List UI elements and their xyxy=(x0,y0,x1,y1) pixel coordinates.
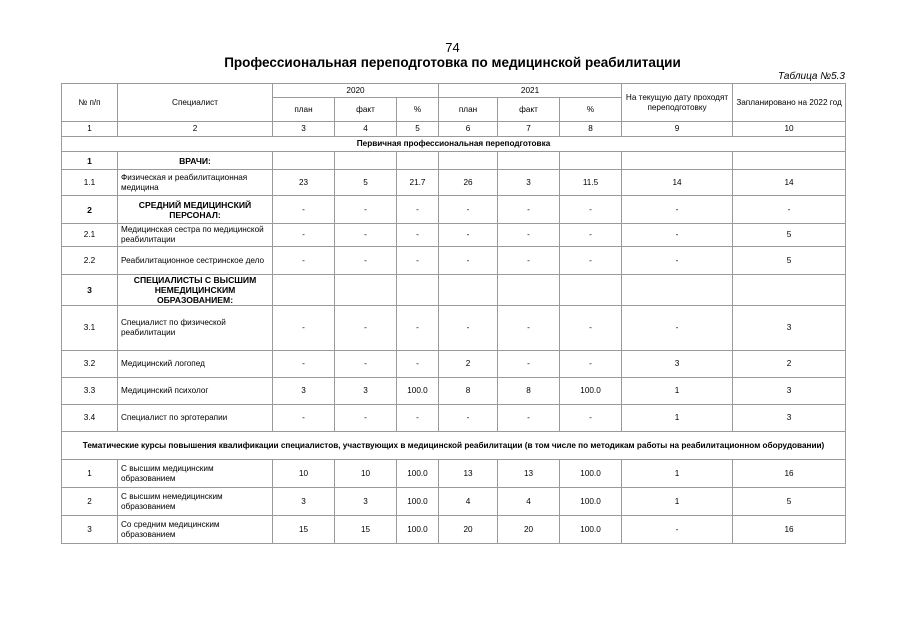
page-title: Профессиональная переподготовка по медицинской реабилитации xyxy=(224,55,681,70)
table-row xyxy=(62,306,846,351)
row-value: 3 xyxy=(335,488,397,516)
col-number: 1 xyxy=(62,122,118,137)
row-number: 3.3 xyxy=(62,378,118,405)
row-value: 100.0 xyxy=(560,378,622,405)
row-value: - xyxy=(498,224,560,247)
row-value: - xyxy=(733,196,846,224)
row-value: - xyxy=(622,224,733,247)
row-value: 100.0 xyxy=(397,516,439,544)
row-specialist: Медицинская сестра по медицинской реабилитации xyxy=(118,224,273,247)
row-number: 1 xyxy=(62,460,118,488)
table-row xyxy=(62,224,846,247)
table-row xyxy=(62,405,846,432)
row-specialist: Специалист по эрготерапии xyxy=(118,405,273,432)
row-value: - xyxy=(498,247,560,275)
page-number: 74 xyxy=(445,40,460,55)
header-plan: план xyxy=(439,98,498,122)
row-value: 3 xyxy=(733,306,846,351)
row-value: 100.0 xyxy=(397,378,439,405)
header-year-2020: 2020 xyxy=(273,84,439,98)
row-value: - xyxy=(439,196,498,224)
col-number: 6 xyxy=(439,122,498,137)
header-pct: % xyxy=(560,98,622,122)
row-specialist: СПЕЦИАЛИСТЫ С ВЫСШИМ НЕМЕДИЦИНСКИМ ОБРАЗОВАНИЕМ: xyxy=(118,275,273,306)
row-value: 2 xyxy=(733,351,846,378)
row-value: 14 xyxy=(622,170,733,196)
row-value: - xyxy=(560,306,622,351)
row-value: - xyxy=(397,306,439,351)
row-value xyxy=(733,275,846,306)
row-value: 16 xyxy=(733,460,846,488)
row-value: - xyxy=(439,247,498,275)
row-number: 1 xyxy=(62,152,118,170)
row-value: 13 xyxy=(439,460,498,488)
row-value xyxy=(335,152,397,170)
row-value: - xyxy=(273,224,335,247)
row-value: 4 xyxy=(439,488,498,516)
row-value: 3 xyxy=(733,405,846,432)
row-value: 3 xyxy=(622,351,733,378)
row-value xyxy=(498,275,560,306)
row-value: 5 xyxy=(733,488,846,516)
row-value: - xyxy=(273,351,335,378)
header-specialist: Специалист xyxy=(118,84,273,122)
row-value: 100.0 xyxy=(560,488,622,516)
row-value: 1 xyxy=(622,460,733,488)
row-value: 15 xyxy=(273,516,335,544)
row-value: - xyxy=(335,351,397,378)
row-value: 4 xyxy=(498,488,560,516)
row-value: 21.7 xyxy=(397,170,439,196)
row-value: 100.0 xyxy=(397,460,439,488)
header-planned: Запланировано на 2022 год xyxy=(733,84,846,122)
table-row xyxy=(62,378,846,405)
row-value: - xyxy=(335,196,397,224)
col-number: 4 xyxy=(335,122,397,137)
row-value: 8 xyxy=(498,378,560,405)
row-value: - xyxy=(335,247,397,275)
row-specialist: Физическая и реабилитационная медицина xyxy=(118,170,273,196)
row-number: 2 xyxy=(62,488,118,516)
row-specialist: Со средним медицинским образованием xyxy=(118,516,273,544)
row-value: 100.0 xyxy=(560,516,622,544)
table-row xyxy=(62,275,846,306)
table-row xyxy=(62,152,846,170)
row-specialist: С высшим немедицинским образованием xyxy=(118,488,273,516)
row-value: - xyxy=(273,405,335,432)
row-value: 11.5 xyxy=(560,170,622,196)
row-value xyxy=(273,152,335,170)
row-value: 100.0 xyxy=(397,488,439,516)
row-value: - xyxy=(622,196,733,224)
col-number: 3 xyxy=(273,122,335,137)
col-number: 8 xyxy=(560,122,622,137)
row-value: 3 xyxy=(498,170,560,196)
header-current: На текущую дату проходят переподготовку xyxy=(622,84,733,122)
row-value: 5 xyxy=(733,247,846,275)
row-value: 3 xyxy=(335,378,397,405)
row-value: - xyxy=(397,224,439,247)
table-label: Таблица №5.3 xyxy=(778,71,845,82)
row-value: 3 xyxy=(733,378,846,405)
row-value xyxy=(622,275,733,306)
row-value: 23 xyxy=(273,170,335,196)
row-value: 13 xyxy=(498,460,560,488)
row-value: - xyxy=(273,247,335,275)
col-number: 7 xyxy=(498,122,560,137)
row-specialist: Специалист по физической реабилитации xyxy=(118,306,273,351)
row-value: 15 xyxy=(335,516,397,544)
row-value: - xyxy=(397,405,439,432)
row-value: - xyxy=(439,224,498,247)
row-value: 10 xyxy=(273,460,335,488)
header-pct: % xyxy=(397,98,439,122)
row-value: - xyxy=(498,405,560,432)
row-number: 3.4 xyxy=(62,405,118,432)
row-value: 20 xyxy=(498,516,560,544)
table-row xyxy=(62,488,846,516)
row-specialist: ВРАЧИ: xyxy=(118,152,273,170)
row-value xyxy=(560,152,622,170)
row-value: - xyxy=(273,306,335,351)
row-number: 2 xyxy=(62,196,118,224)
row-value: - xyxy=(397,351,439,378)
row-value: - xyxy=(622,516,733,544)
header-fact: факт xyxy=(498,98,560,122)
table-row xyxy=(62,247,846,275)
table-row xyxy=(62,460,846,488)
row-specialist: Медицинский психолог xyxy=(118,378,273,405)
row-specialist: Реабилитационное сестринское дело xyxy=(118,247,273,275)
row-specialist: СРЕДНИЙ МЕДИЦИНСКИЙ ПЕРСОНАЛ: xyxy=(118,196,273,224)
row-value: 2 xyxy=(439,351,498,378)
table-row xyxy=(62,170,846,196)
row-number: 2.2 xyxy=(62,247,118,275)
row-number: 1.1 xyxy=(62,170,118,196)
table-row xyxy=(62,516,846,544)
col-number: 2 xyxy=(118,122,273,137)
row-value xyxy=(733,152,846,170)
row-specialist: Медицинский логопед xyxy=(118,351,273,378)
row-value: - xyxy=(397,247,439,275)
col-number: 5 xyxy=(397,122,439,137)
row-value: - xyxy=(335,405,397,432)
row-value: 26 xyxy=(439,170,498,196)
row-value: - xyxy=(560,351,622,378)
row-value: 5 xyxy=(733,224,846,247)
row-value: 20 xyxy=(439,516,498,544)
table-row xyxy=(62,196,846,224)
col-number: 9 xyxy=(622,122,733,137)
row-value: 3 xyxy=(273,488,335,516)
row-number: 3.2 xyxy=(62,351,118,378)
row-number: 3 xyxy=(62,275,118,306)
row-value: - xyxy=(498,351,560,378)
row-value: - xyxy=(560,196,622,224)
row-value: - xyxy=(335,224,397,247)
col-number: 10 xyxy=(733,122,846,137)
row-value: 3 xyxy=(273,378,335,405)
header-fact: факт xyxy=(335,98,397,122)
row-value: - xyxy=(560,224,622,247)
section-title-primary: Первичная профессиональная переподготовка xyxy=(62,137,846,152)
section-title-courses: Тематические курсы повышения квалификации специалистов, участвующих в медицинской реабилитации (в том числе по методикам работы на реабилитационном оборудовании) xyxy=(62,432,846,460)
row-value: - xyxy=(439,306,498,351)
row-value xyxy=(439,275,498,306)
row-value xyxy=(273,275,335,306)
row-value xyxy=(622,152,733,170)
row-value: - xyxy=(622,247,733,275)
row-value: 1 xyxy=(622,488,733,516)
row-value xyxy=(439,152,498,170)
table-row xyxy=(62,351,846,378)
row-value: 1 xyxy=(622,405,733,432)
row-value: 5 xyxy=(335,170,397,196)
row-value xyxy=(335,275,397,306)
row-value: 10 xyxy=(335,460,397,488)
row-number: 3.1 xyxy=(62,306,118,351)
row-value: 100.0 xyxy=(560,460,622,488)
row-value: - xyxy=(397,196,439,224)
row-value xyxy=(397,152,439,170)
data-table xyxy=(61,83,846,544)
row-value: - xyxy=(560,405,622,432)
row-value xyxy=(498,152,560,170)
row-value: 8 xyxy=(439,378,498,405)
row-value: - xyxy=(498,196,560,224)
row-value: 1 xyxy=(622,378,733,405)
row-value: - xyxy=(439,405,498,432)
row-value: - xyxy=(622,306,733,351)
row-number: 3 xyxy=(62,516,118,544)
header-num: № п/п xyxy=(62,84,118,122)
row-value: - xyxy=(560,247,622,275)
row-number: 2.1 xyxy=(62,224,118,247)
header-plan: план xyxy=(273,98,335,122)
row-value: - xyxy=(498,306,560,351)
row-value: 14 xyxy=(733,170,846,196)
header-year-2021: 2021 xyxy=(439,84,622,98)
row-value xyxy=(397,275,439,306)
row-value: 16 xyxy=(733,516,846,544)
row-specialist: С высшим медицинским образованием xyxy=(118,460,273,488)
row-value xyxy=(560,275,622,306)
row-value: - xyxy=(273,196,335,224)
row-value: - xyxy=(335,306,397,351)
